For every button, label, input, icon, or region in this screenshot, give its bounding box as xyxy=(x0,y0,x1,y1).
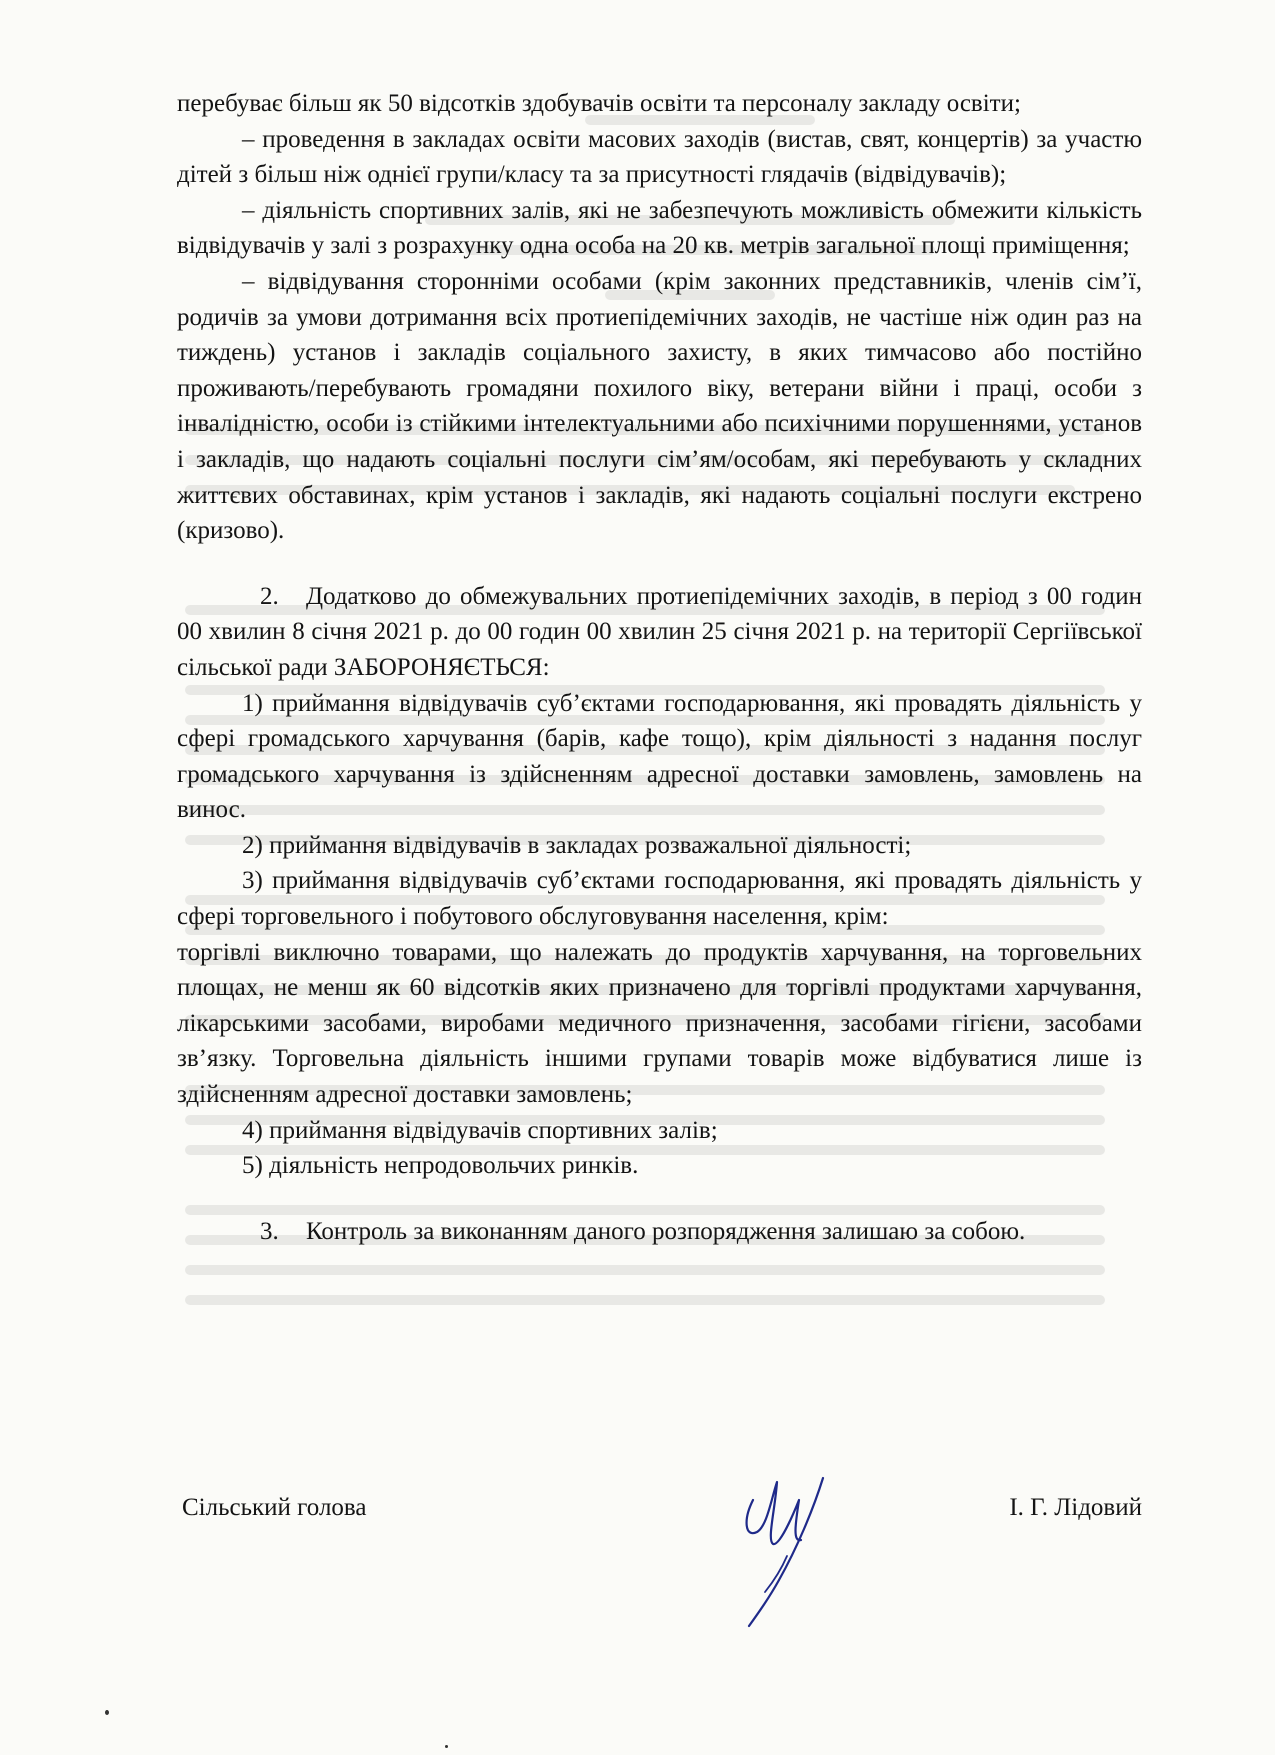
section-2-item-2: 2) приймання відвідувачів в закладах розважальної діяльності; xyxy=(242,831,912,859)
section-2-item-4: 4) приймання відвідувачів спортивних залів; xyxy=(242,1116,718,1144)
document-body xyxy=(177,86,1142,1249)
section-3-number: 3. xyxy=(260,1217,279,1245)
signatory-position: Сільський голова xyxy=(182,1494,367,1521)
paragraph-continuation: перебуває більш як 50 відсотків здобувачів освіти та персоналу закладу освіти; xyxy=(177,90,1021,117)
paragraph-sports-halls: – діяльність спортивних залів, які не забезпечують можливість обмежити кількість відвідувачів у залі з розрахунку одна особа на 20 кв. метрів загальної площі приміщення; xyxy=(177,196,1142,260)
signatory-name: І. Г. Лідовий xyxy=(1009,1494,1142,1521)
section-2-item-1: 1) приймання відвідувачів суб’єктами господарювання, які провадять діяльність у сфері громадського харчування (барів, кафе тощо), крім діяльності з надання послуг громадського харчування із здійсненням адресної доставки замовлень, замовлень на винос. xyxy=(177,689,1142,824)
section-3 xyxy=(177,1214,1142,1250)
paper-speck xyxy=(105,1710,109,1715)
section-2-text: Додатково до обмежувальних протиепідемічних заходів, в період з 00 годин 00 хвилин 8 січня 2021 р. до 00 годин 00 хвилин 25 січня 2021 р. на території Сергіївської сільської ради ЗАБОРОНЯЄТЬСЯ: xyxy=(177,582,1142,681)
spacer xyxy=(177,549,1142,579)
paragraph-social-institutions: – відвідування сторонніми особами (крім законних представників, членів сім’ї, родичів за умови дотримання всіх протиепідемічних заходів, не частіше ніж один раз на тиждень) установ і закладів соціального захисту, в яких тимчасово або постійно проживають/перебувають громадяни похилого віку, ветерани війни і праці, особи з інвалідністю, особи із стійкими інтелектуальними або психічними порушеннями, установ і закладів, що надають соціальні послуги сім’ям/особам, які перебувають у складних життєвих обставинах, крім установ і закладів, які надають соціальні послуги екстрено (кризово). xyxy=(177,267,1142,545)
section-3-text: Контроль за виконанням даного розпорядження залишаю за собою. xyxy=(306,1217,1026,1245)
handwritten-signature xyxy=(715,1460,855,1640)
spacer xyxy=(177,1184,1142,1214)
section-2-item-3-continuation: торгівлі виключно товарами, що належать до продуктів харчування, на торговельних площах, не менш як 60 відсотків яких призначено для торгівлі продуктами харчування, лікарськими засобами, виробами медичного призначення, засобами гігієни, засобами зв’язку. Торговельна діяльність іншими групами товарів може відбуватися лише із здійсненням адресної доставки замовлень; xyxy=(177,938,1142,1109)
section-2-intro xyxy=(177,579,1142,686)
signature-row xyxy=(182,1490,1142,1530)
section-2-item-5: 5) діяльність непродовольчих ринків. xyxy=(242,1152,639,1180)
paper-speck xyxy=(445,1745,448,1748)
section-2-number: 2. xyxy=(260,582,279,610)
section-2-item-3: 3) приймання відвідувачів суб’єктами господарювання, які провадять діяльність у сфері торговельного і побутового обслуговування населення, крім: xyxy=(177,867,1142,931)
paragraph-mass-events: – проведення в закладах освіти масових заходів (вистав, свят, концертів) за участю дітей з більш ніж однієї групи/класу та за присутності глядачів (відвідувачів); xyxy=(177,125,1142,189)
